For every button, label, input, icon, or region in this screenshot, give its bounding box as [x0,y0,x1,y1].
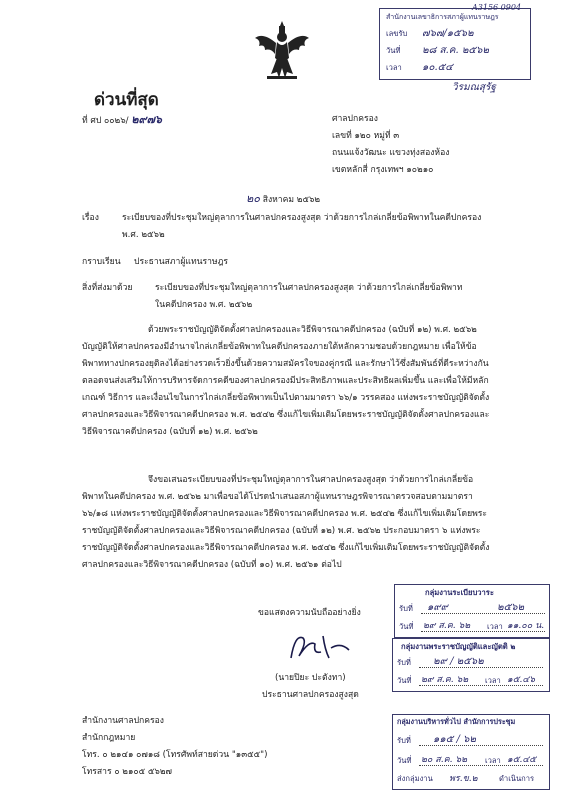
stamp-agenda-title: กลุ่มงานระเบียบวาระ [425,588,494,597]
stamp-admin-time-label: เวลา [485,756,501,765]
enclosure-label: สิ่งที่ส่งมาด้วย [82,283,133,293]
signer-name: (นายปิยะ ปะตังทา) [275,673,346,683]
stamp-admin-action-label: ดำเนินการ [499,774,535,783]
subject-label: เรื่อง [82,213,99,223]
stamp-admin-rub-label: รับที่ [397,736,411,745]
footer-office: สำนักงานศาลปกครอง [82,716,164,726]
stamp-bills-date-label: วันที่ [397,676,412,685]
stamp-admin-date-label: วันที่ [397,756,412,765]
reference-handwritten: ๒๙๗๖ [131,113,162,126]
stamp-top-date-value: ๒๘ ส.ค. ๒๕๖๒ [422,45,489,56]
stamp-bills-time-label: เวลา [485,676,501,685]
body-paragraph-2: จึงขอเสนอระเบียบของที่ประชุมใหญ่ตุลาการในศาลปกครองสูงสุด ว่าด้วยการไกล่เกลี่ยข้อพิพาทในคดีปกครอง พ.ศ. ๒๕๖๒ มาเพื่อขอได้โปรดนำเสนอสภาผู้แทนราษฎรพิจารณาตรวจสอบตามมาตรา ๖๖/๑๘ แห่งพระราชบัญญัติจัดตั้งศาลปกครองและวิธีพิจารณาคดีปกครอง พ.ศ. ๒๕๔๒ ซึ่งแก้ไขเพิ่มเติมโดยพระราชบัญญัติจัดตั้งศาลปกครองและวิธีพิจารณาคดีปกครอง (ฉบับที่ ๑๒) พ.ศ. ๒๕๖๒ ประกอบมาตรา ๖ แห่งพระราชบัญญัติจัดตั้งศาลปกครองและวิธีพิจารณาคดีปกครอง พ.ศ. ๒๕๔๒ ซึ่งแก้ไขเพิ่มเติมโดยพระราชบัญญัติจัดตั้งศาลปกครองและวิธีพิจารณาคดีปกครอง (ฉบับที่ ๑๐) พ.ศ. ๒๕๖๑ ต่อไป [82,475,490,570]
stamp-agenda-rub-year: ๒๕๖๒ [497,602,525,613]
reference-number [82,113,162,126]
letter-date [246,192,320,205]
subject-line2: พ.ศ. ๒๕๖๒ [122,230,165,240]
sender-address-line2: ถนนแจ้งวัฒนะ แขวงทุ่งสองห้อง [332,148,450,158]
stamp-agenda-time-value: ๑๑.๐๐ น. [507,621,545,631]
stamp-top-time-value: ๑๐.๕๔ [422,62,453,73]
enclosure-line1: ระเบียบของที่ประชุมใหญ่ตุลาการในศาลปกครองสูงสุด ว่าด้วยการไกล่เกลี่ยข้อพิพาท [155,283,463,293]
stamp-agenda-rub-value: ๑๙๙ [427,602,448,613]
urgency-label: ด่วนที่สุด [94,90,159,110]
closing-phrase: ขอแสดงความนับถืออย่างยิ่ง [258,608,361,618]
stamp-admin-date-value: ๒๐ ส.ค. ๖๒ [421,755,468,765]
footer-phone: โทร. ๐ ๒๑๔๑ ๐๗๑๘ (โทรศัพท์สายด่วน "๑๓๕๕") [82,750,268,760]
stamp-top-org: สำนักงานเลขาธิการสภาผู้แทนราษฎร [386,13,499,21]
letter-date-rest: สิงหาคม ๒๕๖๒ [262,195,321,205]
footer-fax: โทรสาร ๐ ๒๑๐๕ ๕๖๒๗ [82,767,172,777]
stamp-top-corner-note: A3156 0904 [472,3,522,12]
sender-address-line1: เลขที่ ๑๒๐ หมู่ที่ ๓ [332,131,400,141]
subject-line1: ระเบียบของที่ประชุมใหญ่ตุลาการในศาลปกครองสูงสุด ว่าด้วยการไกล่เกลี่ยข้อพิพาทในคดีปกครอง [122,213,482,223]
stamp-bills-title: กลุ่มงานพระราชบัญญัติและญัตติ ๒ [401,642,516,651]
body-paragraph-1: ด้วยพระราชบัญญัติจัดตั้งศาลปกครองและวิธีพิจารณาคดีปกครอง (ฉบับที่ ๑๒) พ.ศ. ๒๕๖๒ บัญญัติให้ศาลปกครองมีอำนาจไกล่เกลี่ยข้อพิพาทในคดีปกครองภายใต้หลักความชอบด้วยกฎหมาย เพื่อให้ข้อพิพาททางปกครองยุติลงได้อย่างรวดเร็วยิ่งขึ้นด้วยความสมัครใจของคู่กรณี และรักษาไว้ซึ่งสัมพันธ์ที่ดีระหว่างกัน ตลอดจนส่งเสริมให้การบริหารจัดการคดีของศาลปกครองมีประสิทธิภาพและประสิทธิผลเพิ่มขึ้น และเพื่อให้มีหลักเกณฑ์ วิธีการ และเงื่อนไขในการไกล่เกลี่ยข้อพิพาทเป็นไปตามมาตรา ๖๖/๑ วรรคสอง แห่งพระราชบัญญัติจัดตั้งศาลปกครองและวิธีพิจารณาคดีปกครอง พ.ศ. ๒๕๔๒ ซึ่งแก้ไขเพิ่มเติมโดยพระราชบัญญัติจัดตั้งศาลปกครองและวิธีพิจารณาคดีปกครอง (ฉบับที่ ๑๒) พ.ศ. ๒๕๖๒ [82,325,490,437]
letter-date-day: ๒๐ [246,192,260,205]
footer-bureau: สำนักกฎหมาย [82,733,136,743]
receipt-stamp-top [379,8,531,80]
stamp-agenda-time-label: เวลา [487,622,503,631]
stamp-admin-time-value: ๑๕.๔๕ [507,755,537,765]
stamp-bills-date-value: ๒๙ ส.ค. ๖๒ [421,675,469,685]
receipt-stamp-bills [392,638,550,692]
salutation-label: กราบเรียน [82,257,121,267]
stamp-admin-rub-value: ๑๑๕ / ๖๒ [433,734,476,745]
stamp-bills-rub-value: ๒๙ / ๒๕๖๒ [433,656,484,667]
signature [285,628,355,666]
stamp-admin-send-value: พร.ข.๒ [449,774,478,784]
stamp-top-reg-value: ๗๖๗/๑๕๖๒ [422,28,474,39]
stamp-top-time-label: เวลา [386,63,402,72]
signer-title: ประธานศาลปกครองสูงสุด [262,690,359,700]
stamp-top-handwritten-note: วิรมณสุรัฐ [452,82,496,93]
stamp-agenda-date-label: วันที่ [399,622,414,631]
stamp-bills-rub-label: รับที่ [397,658,411,667]
receipt-stamp-agenda [394,584,550,638]
stamp-agenda-date-value: ๒๙ ส.ค. ๖๒ [423,621,471,631]
receipt-stamp-admin [392,714,550,790]
stamp-agenda-rub-label: รับที่ [399,604,413,613]
sender-address-line3: เขตหลักสี่ กรุงเทพฯ ๑๐๒๑๐ [332,165,434,175]
stamp-top-reg-label: เลขรับ [386,29,408,38]
enclosure-line2: ในคดีปกครอง พ.ศ. ๒๕๖๒ [155,300,253,310]
garuda-emblem [253,18,311,82]
salutation-recipient: ประธานสภาผู้แทนราษฎร [134,257,228,267]
stamp-admin-send-label: ส่งกลุ่มงาน [397,774,433,783]
stamp-admin-title: กลุ่มงานบริหารทั่วไป สำนักการประชุม [397,717,516,726]
sender-org: ศาลปกครอง [332,114,378,124]
stamp-bills-time-value: ๑๕.๔๖ [507,675,535,685]
reference-prefix: ที่ ศป ๐๐๒๖/ [82,116,132,126]
stamp-top-date-label: วันที่ [386,46,401,55]
